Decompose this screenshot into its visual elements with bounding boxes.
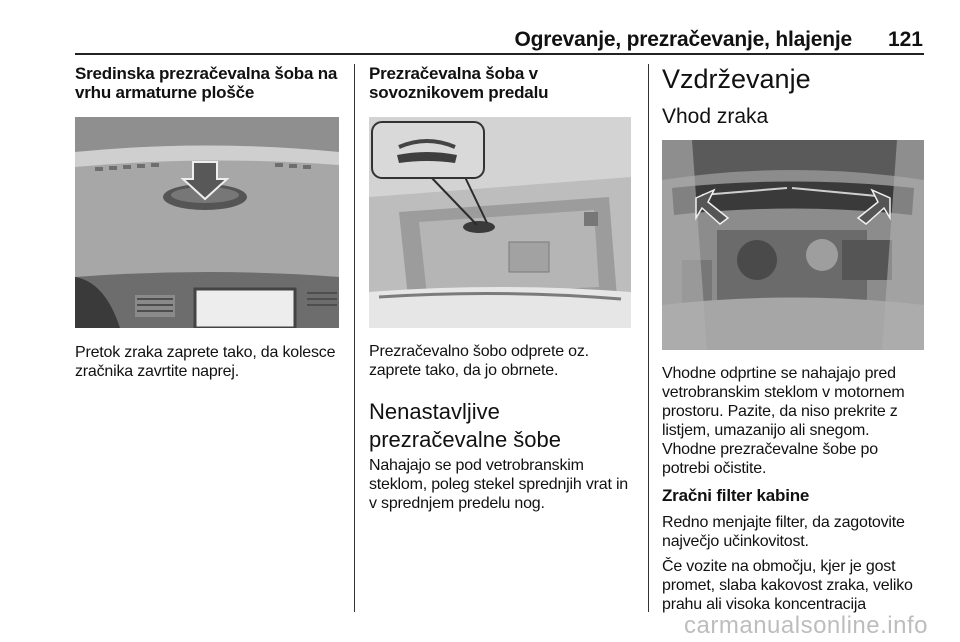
column-maintenance — [662, 64, 926, 130]
column-divider-2 — [648, 64, 649, 612]
heading-line: Prezračevalna šoba v — [369, 64, 538, 83]
glovebox-vent-photo — [369, 117, 631, 328]
chapter-title: Vzdrževanje — [662, 64, 811, 94]
body-line: v sprednjem predelu nog. — [369, 495, 545, 512]
dashboard-illustration — [75, 117, 339, 328]
body-line: Pretok zraka zaprete tako, da kolesce — [75, 344, 336, 361]
body-line: potrebi očistite. — [662, 460, 767, 477]
body-line: Vhodne odprtine se nahajajo pred — [662, 365, 896, 382]
body-line: steklom, poleg stekel sprednjih vrat in — [369, 476, 628, 493]
fixed-vents-body — [369, 456, 644, 513]
cabin-filter-section — [662, 486, 932, 614]
watermark: carmanualsonline.info — [684, 612, 928, 639]
engine-bay-illustration — [662, 140, 924, 350]
heading-line: Nenastavljive — [369, 399, 500, 424]
heading-line: vrhu armaturne plošče — [75, 83, 255, 102]
body-line: zaprete tako, da jo obrnete. — [369, 362, 559, 379]
body-line: prostoru. Pazite, da niso prekrite z — [662, 403, 898, 420]
body-line: prahu ali visoka koncentracija — [662, 596, 866, 613]
body-line: promet, slaba kakovost zraka, veliko — [662, 577, 913, 594]
fixed-vents-heading — [369, 398, 644, 454]
fixed-vents-section — [369, 398, 644, 513]
cabin-filter-heading: Zračni filter kabine — [662, 486, 810, 505]
body-line: vetrobranskim steklom v motornem — [662, 384, 905, 401]
running-header-title: Ogrevanje, prezračevanje, hlajenje — [514, 28, 852, 51]
glovebox-vent-heading — [369, 64, 637, 102]
engine-bay-photo — [662, 140, 924, 350]
air-intake-subtitle: Vhod zraka — [662, 105, 769, 128]
body-line: Vhodne prezračevalne šobe po — [662, 441, 878, 458]
glovebox-vent-body — [369, 342, 637, 380]
body-line: Če vozite na območju, kjer je gost — [662, 558, 896, 575]
center-vent-heading — [75, 64, 343, 102]
body-line: največjo učinkovitost. — [662, 533, 809, 550]
traffic-conditions-body — [662, 557, 932, 614]
dashboard-vent-photo — [75, 117, 339, 328]
heading-line: Sredinska prezračevalna šoba na — [75, 64, 338, 83]
glovebox-illustration — [369, 117, 631, 328]
center-vent-body — [75, 343, 350, 381]
cabin-filter-body — [662, 513, 932, 551]
heading-line: sovoznikovem predalu — [369, 83, 549, 102]
body-line: Prezračevalno šobo odprete oz. — [369, 343, 589, 360]
body-line: listjem, umazanijo ali snegom. — [662, 422, 870, 439]
heading-line: prezračevalne šobe — [369, 427, 562, 452]
header-rule — [75, 53, 924, 55]
column-divider-1 — [354, 64, 355, 612]
column-glovebox-vent — [369, 64, 637, 102]
air-intake-body — [662, 364, 932, 478]
body-line: zračnika zavrtite naprej. — [75, 363, 239, 380]
body-line: Redno menjajte filter, da zagotovite — [662, 514, 905, 531]
body-line: Nahajajo se pod vetrobranskim — [369, 457, 584, 474]
page-number: 121 — [887, 28, 923, 51]
column-center-vent — [75, 64, 343, 102]
